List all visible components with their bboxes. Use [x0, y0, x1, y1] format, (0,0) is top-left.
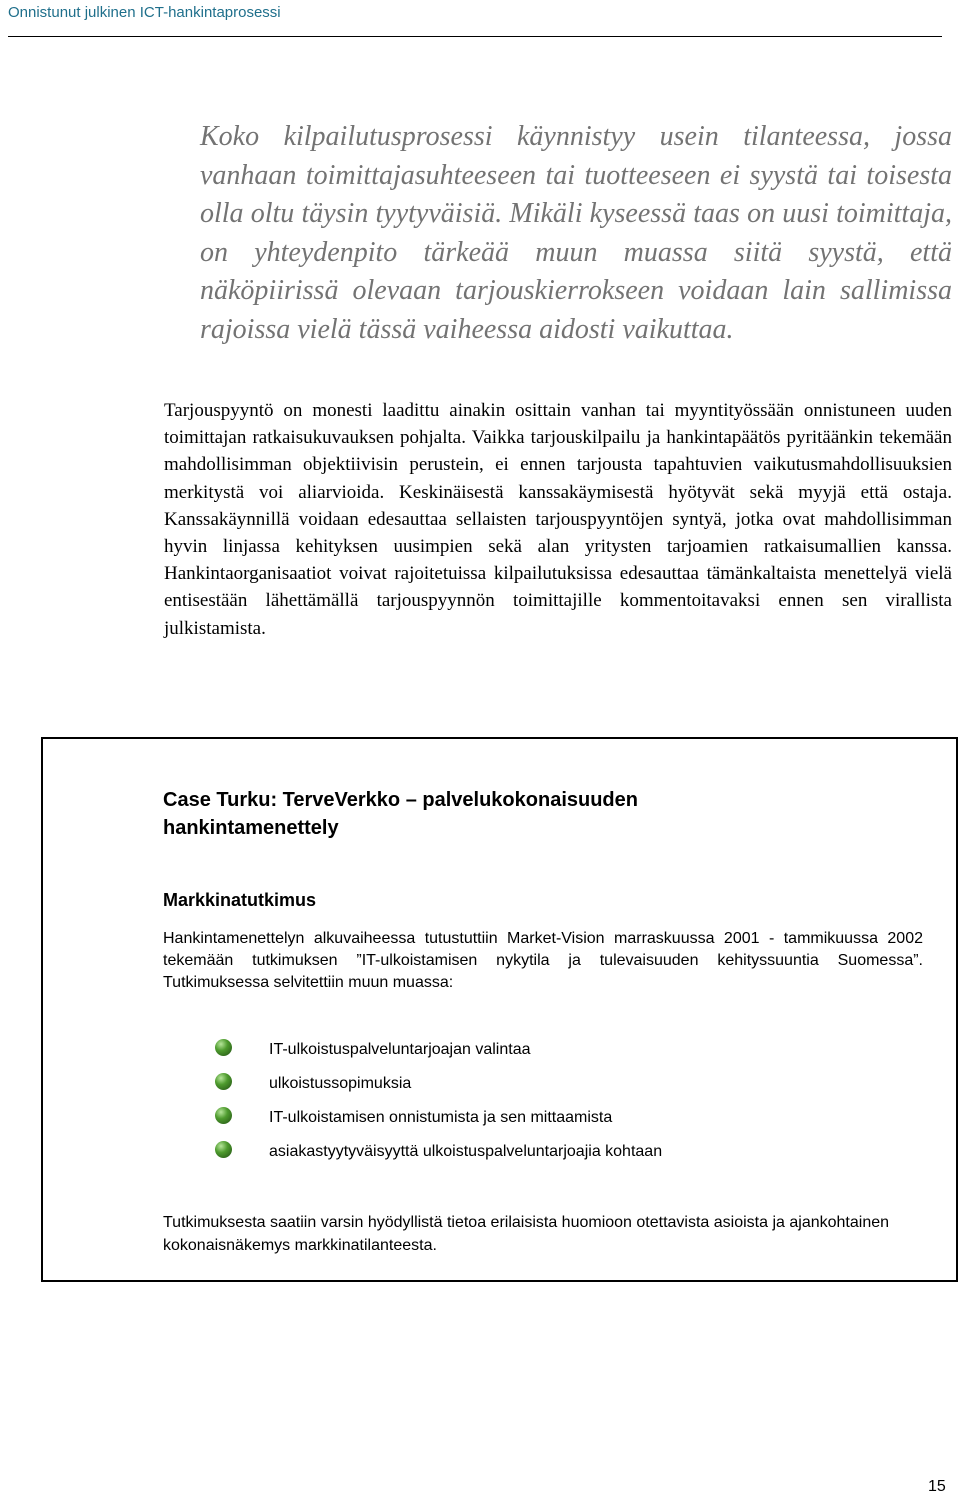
green-ball-bullet-icon	[215, 1039, 232, 1056]
page-number: 15	[928, 1478, 946, 1495]
list-item	[215, 1071, 915, 1105]
running-header-title: Onnistunut julkinen ICT-hankintaprosessi	[8, 4, 281, 21]
pull-quote: Koko kilpailutusprosessi käynnistyy usein tilanteessa, jossa vanhaan toimittajasuhteeseen tai tuotteeseen ei syystä tai toisesta olla oltu täysin tyytyväisiä. Mikäli kyseessä taas on uusi toimittaja, on yhteydenpito tärkeää muun muassa siitä syystä, että näköpiirissä olevaan tarjouskierrokseen voidaan lain sallimissa rajoissa vielä tässä vaiheessa aidosti vaikuttaa.	[200, 121, 952, 345]
case-intro: Hankintamenettelyn alkuvaiheessa tutustuttiin Market-Vision marraskuussa 2001 - tammikuussa 2002 tekemään tutkimuksen ”IT-ulkoistamisen nykytila ja tulevaisuuden kehityssuuntia Suomessa”. Tutkimuksessa selvitettiin muun muassa:	[163, 930, 923, 991]
green-ball-bullet-icon	[215, 1141, 232, 1158]
research-topics-list	[215, 1037, 915, 1173]
list-item	[215, 1139, 915, 1173]
header-rule	[8, 36, 942, 37]
body-paragraph: Tarjouspyyntö on monesti laadittu ainakin osittain vanhan tai myyntityössään onnistuneen uuden toimittajan ratkaisukuvauksen pohjalta. Vaikka tarjouskilpailu ja hankintapäätös pyritäänkin tekemään mahdollisimman objektiivisin perustein, ei ennen tarjousta tapahtuvien vaikutusmahdollisuuksien merkitystä voi aliarvioida. Keskinäisestä kanssakäymisestä hyötyvät sekä myyjä että ostaja. Kanssakäynnillä voidaan edesauttaa sellaisten tarjouspyyntöjen syntyä, jotka ovat mahdollisimman hyvin linjassa kehityksen uusimpien sekä alan yritysten tarjoamien ratkaisumallien kanssa. Hankintaorganisaatiot voivat rajoitetuissa kilpailutuksissa edesauttaa tämänkaltaista menettelyä vielä entisestään lähettämällä tarjouspyynnön toimittajille kommentoitavaksi ennen sen virallista julkistamista.	[164, 400, 952, 639]
green-ball-bullet-icon	[215, 1107, 232, 1124]
list-item	[215, 1037, 915, 1071]
case-box	[41, 737, 958, 1282]
list-item-label: asiakastyytyväisyyttä ulkoistuspalveluntarjoajia kohtaan	[269, 1143, 663, 1160]
case-title: Case Turku: TerveVerkko – palvelukokonaisuuden hankintamenettely	[163, 789, 638, 839]
list-item-label: IT-ulkoistuspalveluntarjoajan valintaa	[269, 1041, 531, 1058]
list-item-label: ulkoistussopimuksia	[269, 1075, 412, 1092]
case-subtitle: Markkinatutkimus	[163, 890, 317, 910]
list-item-label: IT-ulkoistamisen onnistumista ja sen mittaamista	[269, 1109, 613, 1126]
list-item	[215, 1105, 915, 1139]
case-conclusion: Tutkimuksesta saatiin varsin hyödyllistä tietoa erilaisista huomioon otettavista asioista ja ajankohtainen kokonaisnäkemys markkinatilanteesta.	[163, 1214, 890, 1254]
green-ball-bullet-icon	[215, 1073, 232, 1090]
